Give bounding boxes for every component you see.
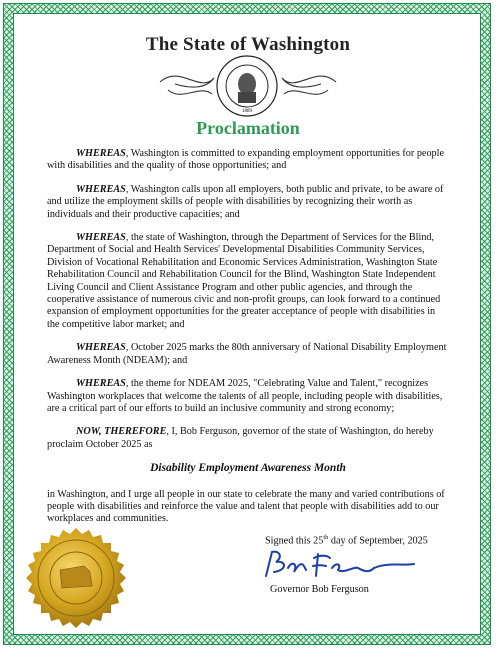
proclamation-title: Proclamation xyxy=(196,118,300,138)
paragraph-lead: WHEREAS xyxy=(76,378,126,390)
paragraph-text: , the state of Washington, through the Department of Services for the Blind, Department of Social and Health Services' Developmental Disabilities Community Services, Division of Vocational Rehabilitation and Economic Services Administration, Washington State Rehabilitation Council and Rehabilitation Council for the Blind, Washington State Independent Living Council and Client Assistance Program and other public agencies, and through the cooperative assistance of numerous civic and non-profit groups, can look forward to a continued expansion of employment opportunities for the greater acceptance of people with disabilities in the competitive labor market; and xyxy=(47,232,441,330)
signed-prefix: Signed this 25 xyxy=(265,535,324,547)
gold-seal-icon xyxy=(22,526,130,634)
paragraph-text: , Washington is committed to expanding employment opportunities for people with disabilities and the quality of those opportunities; and xyxy=(47,148,444,172)
paragraph-text: , I, Bob Ferguson, governor of the state of Washington, do hereby proclaim October 2025 as xyxy=(47,426,434,450)
paragraph-lead: WHEREAS xyxy=(76,183,126,195)
paragraph-text: , Washington calls upon all employers, both public and private, to be aware of and utilize the employment skills of people with disabilities by recognizing their worth as individuals and their productive capacities; and xyxy=(47,183,444,220)
proclaimed-month-title: Disability Employment Awareness Month xyxy=(150,462,346,475)
paragraph-lead: WHEREAS xyxy=(76,232,126,244)
seal-year: 1889 xyxy=(242,109,252,114)
signed-rest: day of September, 2025 xyxy=(328,535,428,547)
paragraph-text: , October 2025 marks the 80th anniversary of National Disability Employment Awareness Month (NDEAM); and xyxy=(47,342,447,366)
governor-signature xyxy=(258,546,418,582)
paragraph-lead: WHEREAS xyxy=(76,342,126,354)
paragraph-text: , the theme for NDEAM 2025, "Celebrating Value and Talent," recognizes Washington workplaces that welcome the talents of all people, including people with disabilities, are a critical part of our efforts to build an inclusive community and strong economy; xyxy=(47,378,443,414)
state-heading: The State of Washington xyxy=(145,34,351,55)
paragraph-lead: WHEREAS xyxy=(76,148,126,159)
now-therefore-paragraph xyxy=(47,426,449,451)
proclamation-body xyxy=(47,148,449,526)
paragraph-lead: NOW, THEREFORE xyxy=(76,426,167,438)
governor-name: Governor Bob Ferguson xyxy=(270,584,369,595)
whereas-paragraph xyxy=(47,342,449,367)
whereas-paragraph xyxy=(47,184,449,221)
whereas-paragraph xyxy=(47,148,449,173)
whereas-paragraph xyxy=(47,378,449,415)
whereas-paragraph xyxy=(47,232,449,331)
state-seal-icon xyxy=(216,55,278,117)
signed-ordinal: th xyxy=(323,534,329,541)
closing-paragraph: in Washington, and I urge all people in our state to celebrate the many and varied contributions of people with disabilities and reinforce the value and talent that people with disabilities add to our workplaces and communities. xyxy=(47,488,445,525)
signed-date xyxy=(265,534,428,546)
